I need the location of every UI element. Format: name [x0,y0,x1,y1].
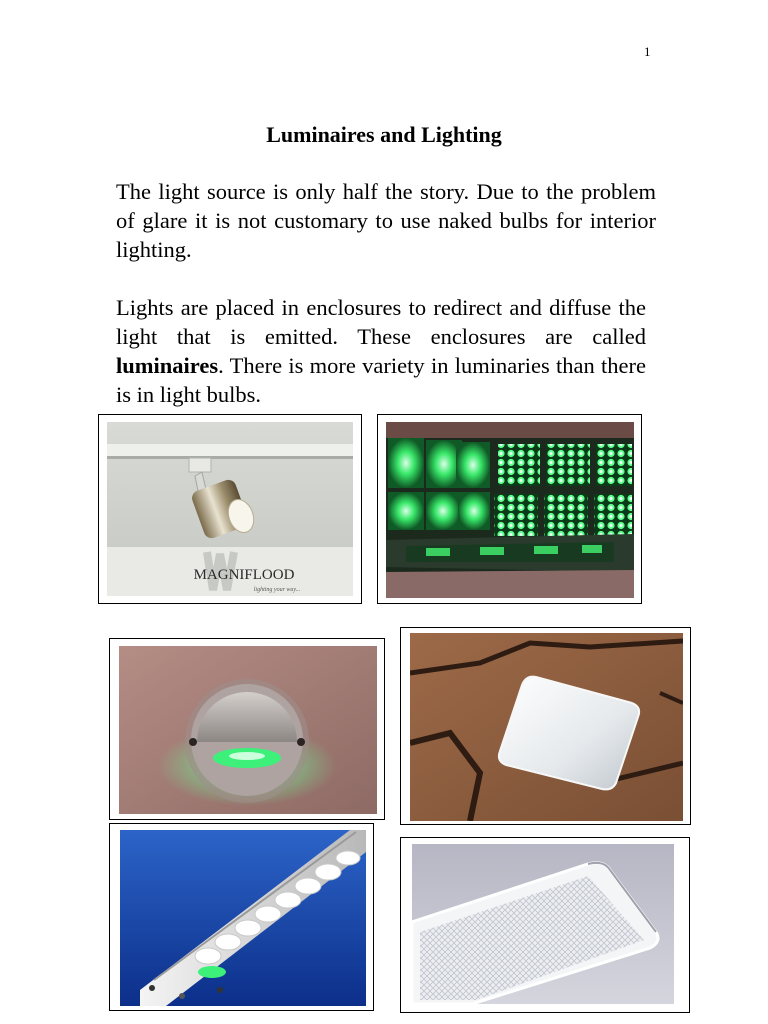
paragraph-2-text-b: . There is more variety in luminaries than there is in light bulbs. [116,353,646,407]
paragraph-2-text-a: Lights are placed in enclosures to redirect and diffuse the light that is emitted. These enclosures are called [116,295,646,349]
magniflood-tagline: lighting your way... [253,587,301,593]
paragraph-2 [116,293,646,409]
paver-light-photo-frame [400,627,691,825]
led-rail-photo [120,830,366,1006]
magniflood-logo-text: MAGNIFLOOD [193,567,295,583]
track-light-photo [107,422,353,596]
led-panel-photo-frame [377,414,642,604]
page-number: 1 [644,44,651,59]
led-rail-photo-frame [109,823,374,1011]
step-light-photo [119,646,377,814]
paver-light-photo [410,633,683,821]
paragraph-1: The light source is only half the story. Due to the problem of glare it is not customary to use naked bulbs for interior lighting. [116,179,656,262]
led-panel-photo [386,422,634,598]
step-light-photo-frame [109,638,385,820]
paragraph-2-bold-term: luminaires [116,353,219,378]
fluorescent-fixture-photo [412,844,674,1004]
fluorescent-fixture-photo-frame [400,837,690,1013]
track-light-photo-frame [98,414,362,604]
document-title: Luminaires and Lighting [266,122,502,147]
